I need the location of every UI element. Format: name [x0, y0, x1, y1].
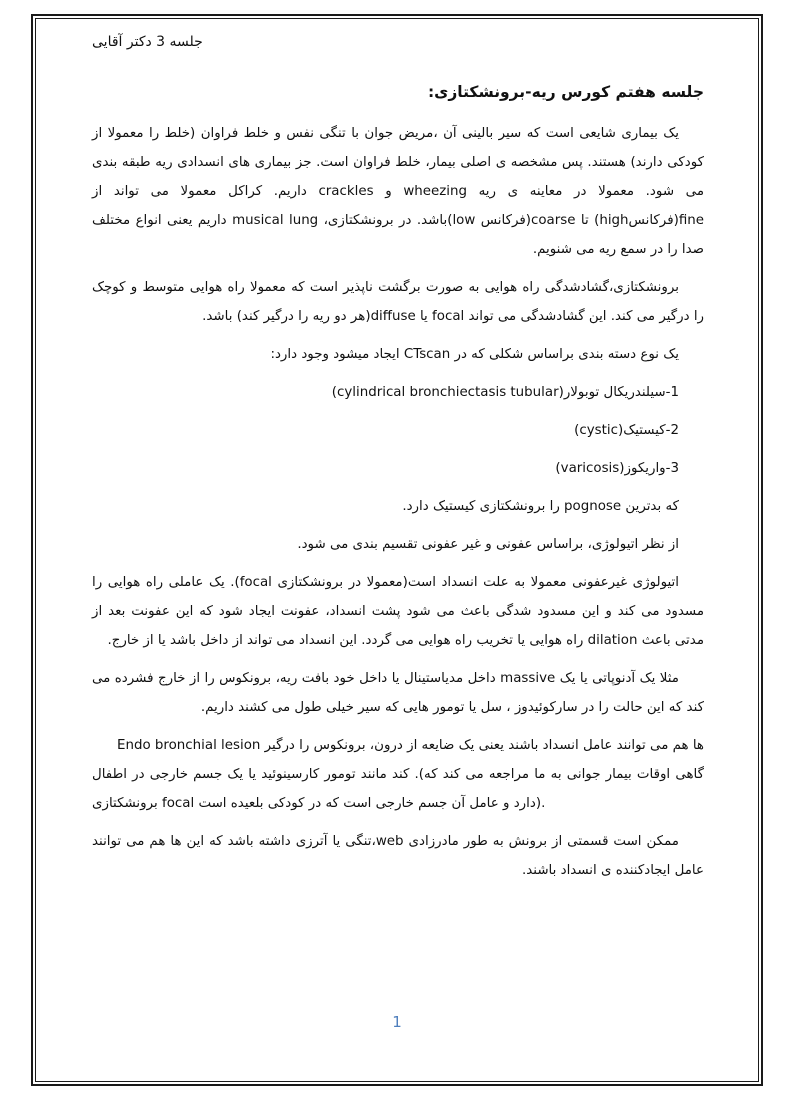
paragraph-prognosis: که بدترین pognose را برونشکتازی کیستیک دارد.: [402, 499, 679, 514]
paragraph-ct-classification: یک نوع دسته بندی براساس شکلی که در CTscan ایجاد میشود وجود دارد:: [270, 347, 679, 362]
paragraph-definition: برونشکتازی،گشادشدگی راه هوایی به صورت برگشت ناپذیر است که معمولا راه هوایی متوسط و کوچک را درگیر می کند. این گشادشدگی می تواند focal یا diffuse(هر دو ریه را درگیر کند) باشد.: [92, 280, 704, 324]
list-item-cystic: 2-کیستیک(cystic): [574, 423, 679, 438]
document-body: [92, 78, 704, 894]
page-header: جلسه 3 دکتر آقایی: [92, 34, 203, 50]
document-title: جلسه هفتم کورس ریه-برونشکتازی:: [427, 83, 704, 101]
paragraph-intro: یک بیماری شایعی است که سیر بالینی آن ،مریض جوان با تنگی نفس و خلط فراوان (خلط را معمولا از کودکی دارند) هستند. پس مشخصه ی اصلی بیمار، خلط فراوان است. جز بیماری های انسدادی ریه طبقه بندی می شود. معمولا در معاینه ی ریه wheezing و crackles داریم. کراکل معمولا می تواند از fine(فرکانسhigh) تا coarse(فرکانس low)باشد. در برونشکتازی، musical lung داریم یعنی انواع مختلف صدا را در سمع ریه می شنویم.: [92, 126, 705, 257]
paragraph-noninfectious: اتیولوژی غیرعفونی معمولا به علت انسداد است(معمولا در برونشکتازی focal). یک عاملی راه هوایی را مسدود می کند و این مسدود شدگی باعث می شود پشت انسداد، عفونت ایجاد شود که این عفونت بعد از مدتی باعث dilation راه هوایی یا تخریب راه هوایی می گردد. این انسداد می تواند از داخل باشد یا از خارج.: [92, 575, 704, 648]
paragraph-etiology: از نظر اتیولوژی، براساس عفونی و غیر عفونی تقسیم بندی می شود.: [297, 537, 679, 552]
paragraph-congenital: ممکن است قسمتی از برونش به طور مادرزادی web،تنگی یا آترزی داشته باشد که این ها هم می توانند عامل ایجادکننده ی انسداد باشند.: [92, 834, 704, 878]
list-item-varicose: 3-واریکوز(varicosis): [555, 461, 679, 476]
paragraph-endobronchial: Endo bronchial lesion ها هم می توانند عامل انسداد باشند یعنی یک ضایعه از درون، برونکوس را درگیر کند مانند تومور کارسینوئید یا یک جسم خارجی در اطفال .(گاهی اوقات بیمار جوانی به ما مراجعه می کند که برونشکتازی focal دارد و عامل آن جسم خارجی است که در کودکی بلعیده است).: [92, 738, 704, 811]
page-number: 1: [392, 1013, 402, 1031]
list-item-cylindrical: 1-سیلندریکال توبولار(cylindrical bronchiectasis tubular): [331, 385, 679, 400]
paragraph-external-compression: مثلا یک آدنوپاتی یا یک massive داخل مدیاستینال یا داخل خود بافت ریه، برونکوس را از خارج فشرده می کند که این حالت را در سارکوئیدوز ، سل یا تومور هایی که سیر خیلی طول می کشند داریم.: [92, 671, 704, 715]
